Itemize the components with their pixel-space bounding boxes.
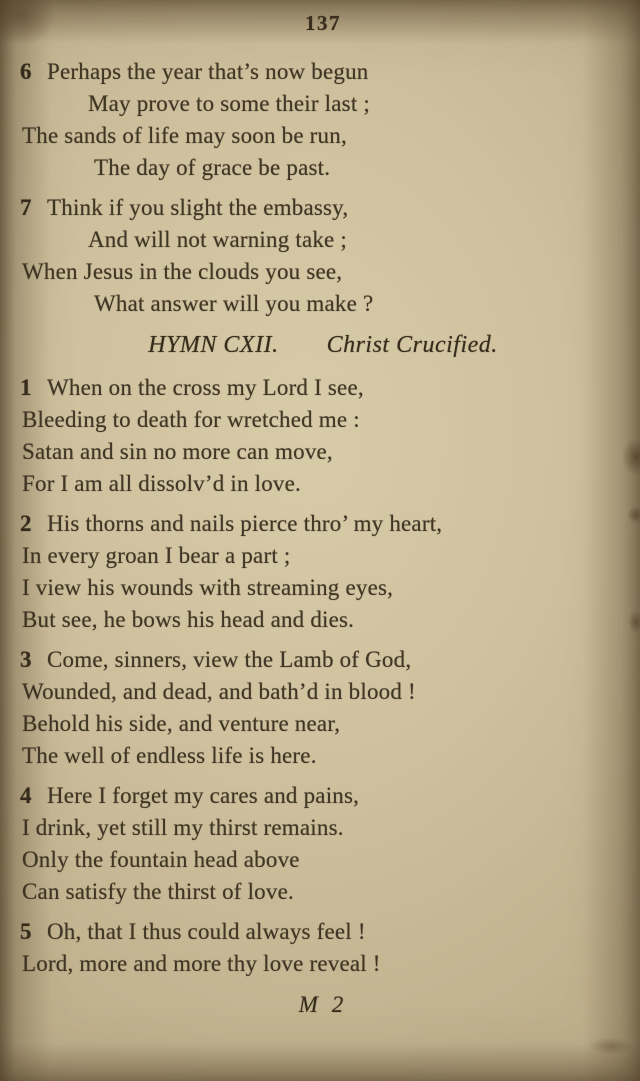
verse-3 xyxy=(20,644,626,772)
verse-line: The well of endless life is here. xyxy=(22,743,317,768)
page-footer xyxy=(20,992,626,1018)
verse-2 xyxy=(20,508,626,636)
paper-stain xyxy=(588,1037,634,1055)
verse-number: 1 xyxy=(20,375,32,400)
previous-hymn-verses xyxy=(20,56,626,320)
verse-line: Can satisfy the thirst of love. xyxy=(22,879,294,904)
verse-line: When Jesus in the clouds you see, xyxy=(22,259,343,284)
verse-number: 3 xyxy=(20,647,32,672)
verse-line: I view his wounds with streaming eyes, xyxy=(22,575,394,600)
verse-line: In every groan I bear a part ; xyxy=(22,543,291,568)
verse-1 xyxy=(20,372,626,500)
verse-line: Here I forget my cares and pains, xyxy=(47,783,360,808)
verse-line: Think if you slight the embassy, xyxy=(47,195,349,220)
hymn-number: HYMN CXII. xyxy=(148,332,279,358)
verse-line: Lord, more and more thy love reveal ! xyxy=(22,951,381,976)
verse-line: Bleeding to death for wretched me : xyxy=(22,407,360,432)
verse-line: Only the fountain head above xyxy=(22,847,300,872)
verse-5 xyxy=(20,916,626,980)
signature-mark: M 2 xyxy=(298,992,348,1017)
verse-7 xyxy=(20,192,626,320)
verse-line: But see, he bows his head and dies. xyxy=(22,607,355,632)
verse-line: What answer will you make ? xyxy=(94,291,374,316)
verse-line: Perhaps the year that’s now begun xyxy=(47,59,369,84)
verse-line: When on the cross my Lord I see, xyxy=(47,375,364,400)
verse-line: I drink, yet still my thirst remains. xyxy=(22,815,344,840)
verse-line: Oh, that I thus could always feel ! xyxy=(47,919,366,944)
verse-line: Behold his side, and venture near, xyxy=(22,711,341,736)
verse-6 xyxy=(20,56,626,184)
verse-number: 6 xyxy=(20,59,32,84)
hymn-verses xyxy=(20,372,626,980)
verse-number: 7 xyxy=(20,195,32,220)
verse-number: 5 xyxy=(20,919,32,944)
verse-line: Come, sinners, view the Lamb of God, xyxy=(47,647,412,672)
verse-line: For I am all dissolv’d in love. xyxy=(22,471,301,496)
verse-line: Satan and sin no more can move, xyxy=(22,439,333,464)
page-number: 137 xyxy=(305,11,341,35)
verse-line: And will not warning take ; xyxy=(88,227,347,252)
verse-line: The day of grace be past. xyxy=(94,155,331,180)
verse-4 xyxy=(20,780,626,908)
verse-line: His thorns and nails pierce thro’ my heart, xyxy=(47,511,443,536)
verse-number: 2 xyxy=(20,511,32,536)
verse-number: 4 xyxy=(20,783,32,808)
verse-line: Wounded, and dead, and bath’d in blood ! xyxy=(22,679,416,704)
hymn-heading xyxy=(20,328,626,362)
verse-line: May prove to some their last ; xyxy=(88,91,370,116)
verse-line: The sands of life may soon be run, xyxy=(22,123,347,148)
hymn-title: Christ Crucified. xyxy=(326,332,498,358)
